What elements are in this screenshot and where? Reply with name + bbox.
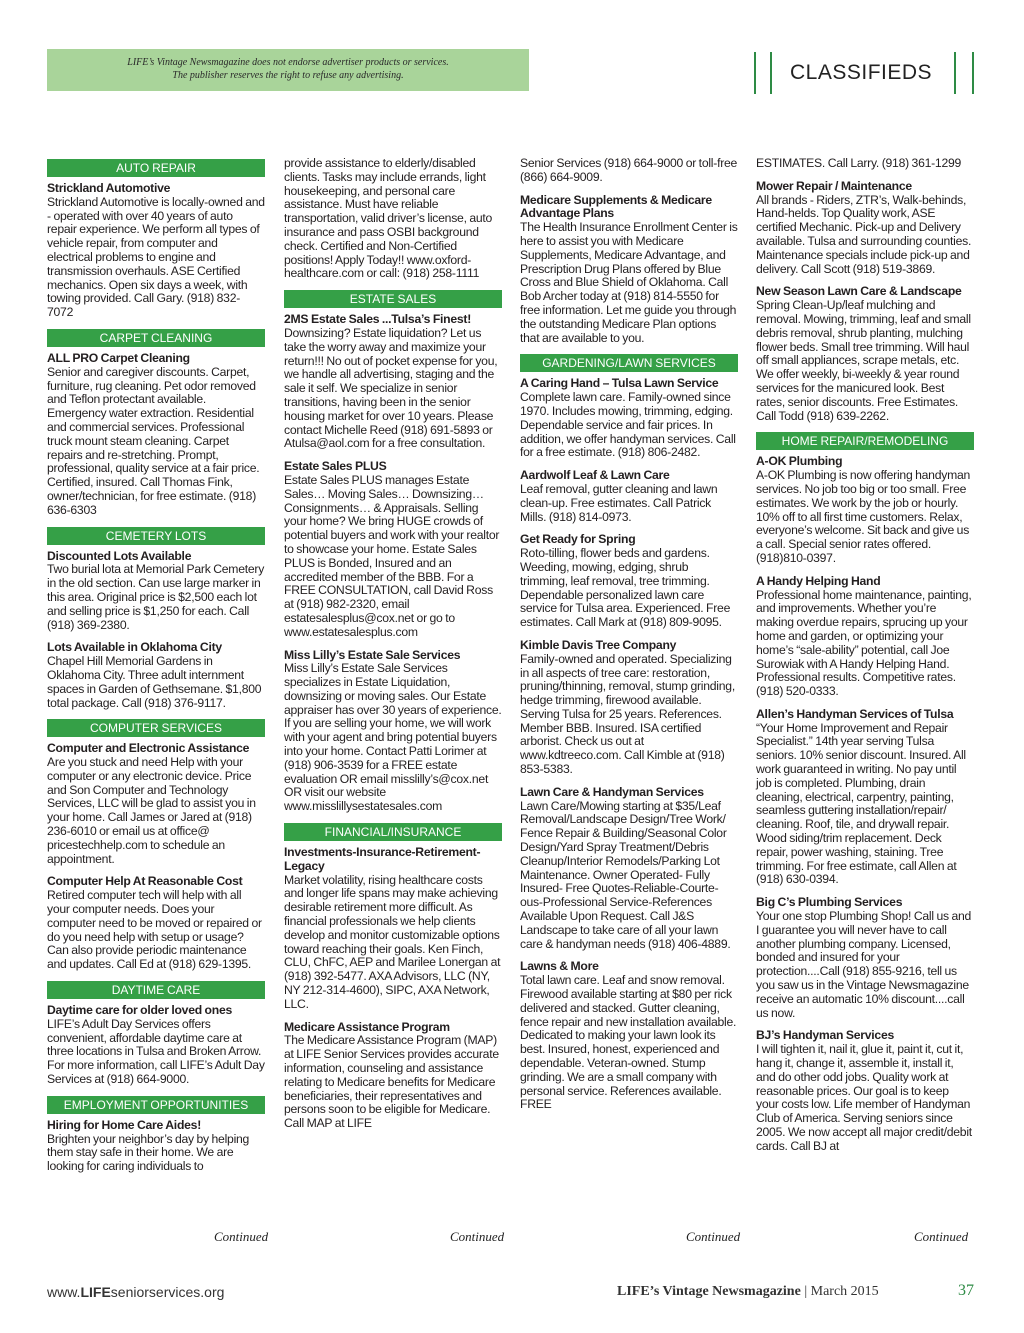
continued-label-col-4: Continued (914, 1229, 969, 1244)
continued-label-col-3: Continued (686, 1229, 741, 1244)
ad-body: Complete lawn care. Family-owned since 1970. Includes mowing, trimming, edging. Dependable service and fair prices. In addition, we offer handyman services. Call for a free estimate. (918) 806-2482. (520, 390, 736, 460)
ad-body: Your one stop Plumbing Shop! Call us and I guarantee you will never have to call another plumbing company. Licensed, bonded and insured for your protection....Call (918) 855-9216, tell us you saw us in the Vintage Newsmagazine receive an automatic 10% discount....call us now. (756, 909, 972, 1020)
ad-title: Estate Sales PLUS (284, 459, 387, 474)
ad-caring-hand-lawn (520, 377, 738, 460)
ad-title: Lawn Care & Handyman Services (520, 784, 704, 799)
ad-body: Are you stuck and need Help with your computer or any electronic device. Price and Son Computer and Technology Services, LLC will be glad to assist you in your home. Call James or Jared at (918) 236-6010 or email us at office@ pricestechhelp.com to schedule an appointment. (47, 755, 256, 866)
ad-body: Two burial lota at Memorial Park Cemetery in the old section. Can use large marker in this area. Original price is $2,500 each lot and selling price is $1,250 for each. Call (918) 369-2380. (47, 562, 265, 632)
column-2 (284, 157, 502, 1140)
ad-body: provide assistance to elderly/disabled clients. Tasks may include errands, light housekeeping, and personal care assistance. Must have reliable transportation, valid driver’s license, auto insurance and pass OSBI background check. Certified and Non-Certified positions! Apply Today!! www.oxford-healthcare.com or call: (918) 258-1111 (284, 156, 493, 281)
header-bar-right-1 (954, 52, 956, 94)
ad-title: Lawns & More (520, 959, 599, 974)
ad-body: Estate Sales PLUS manages Estate Sales… Moving Sales… Downsizing… Consignments… & Appraisals. Selling your home? We bring HUGE crowds of potential buyers and work with your realtor to showcase your home. Estate Sales PLUS is Bonded, Insured and an accredited member of the BBB. For a FREE CONSULTATION, call David Ross at (918) 982-2320, email estatesalesplus@cox.net or go to www.estatesalesplus.com (284, 472, 500, 639)
ad-medicare-supplements (520, 194, 738, 346)
ad-title: Daytime care for older loved ones (47, 1003, 232, 1018)
ad-body: Brighten your neighbor’s day by helping them stay safe in their home. We are looking for caring individuals to (47, 1131, 250, 1174)
ad-get-ready-spring (520, 533, 738, 630)
ad-lawn-care-handyman (520, 786, 738, 952)
ad-body: ESTIMATES. Call Larry. (918) 361-1299 (756, 156, 962, 170)
ad-continued-medicare (520, 157, 738, 185)
ad-title: Miss Lilly’s Estate Sale Services (284, 647, 461, 662)
ad-miss-lillys (284, 649, 502, 815)
section-heading-computer-services: COMPUTER SERVICES (47, 719, 265, 737)
section-heading-home-repair: HOME REPAIR/REMODELING (756, 432, 974, 450)
ad-lots-oklahoma-city (47, 641, 265, 710)
footer-site-bold: LIFE (80, 1284, 111, 1300)
section-heading-estate-sales: ESTATE SALES (284, 290, 502, 308)
ad-body: Miss Lilly’s Estate Sale Services specializes in Estate Liquidation, downsizing or moving sales. Our Estate appraiser has over 30 years of experience. If you are selling your home, we will work with your agent and bring potential buyers into your home. Contact Patti Lorimer at (918) 906-3539 for a FREE estate evaluation OR email misslilly’s@cox.net OR visit our website www.misslillysestatesales.com (284, 661, 502, 814)
footer-separator: | (804, 1284, 808, 1299)
footer-publication (617, 1284, 879, 1300)
section-heading-daytime-care: DAYTIME CARE (47, 981, 265, 999)
ad-a-ok-plumbing (756, 455, 974, 565)
ad-lawns-and-more (520, 960, 738, 1112)
ad-computer-electronic-assistance (47, 742, 265, 866)
header-bar-left-2 (770, 52, 772, 94)
ad-title: Kimble Davis Tree Company (520, 637, 677, 652)
ad-body: I will tighten it, nail it, glue it, paint it, cut it, hang it, change it, assemble it, install it, and do other odd jobs. Quality work at reasonable prices. Our goal is to keep your costs low. Life member of Handyman Club of America. Serving seniors since 2005. We now accept all major credit/debit cards. Call BJ at (756, 1042, 972, 1153)
ad-aardwolf-leaf-lawn (520, 469, 738, 524)
page-number: 37 (958, 1282, 974, 1299)
disclaimer-line-1: LIFE’s Vintage Newsmagazine does not endorse advertiser products or services. (127, 57, 449, 68)
footer-date: March 2015 (810, 1284, 879, 1299)
ad-title: Aardwolf Leaf & Lawn Care (520, 468, 670, 483)
disclaimer-line-2: The publisher reserves the right to refuse any advertising. (172, 70, 404, 81)
continued-label-col-2: Continued (450, 1229, 505, 1244)
ad-daytime-care (47, 1004, 265, 1087)
ad-continued-home-care (284, 157, 502, 281)
ad-title: Computer and Electronic Assistance (47, 741, 250, 756)
ad-home-care-aides (47, 1119, 265, 1174)
ad-discounted-lots (47, 550, 265, 633)
ad-body: The Medicare Assistance Program (MAP) at LIFE Senior Services provides accurate information, counseling and assistance relating to Medicare benefits for Medicare beneficiaries, their representatives and persons soon to be eligible for Medicare. Call MAP at LIFE (284, 1033, 499, 1131)
ad-body: Market volatility, rising healthcare costs and longer life spans may make achieving desirable retirement more difficult. As financial professionals we help clients develop and monitor customizable options toward reaching their goals. Ken Finch, CLU, ChFC, AEP and Marilee Lonergan at (918) 392-5477. AXA Advisors, LLC (NY, NY 212-314-4600), SIPC, AXA Network, LLC. (284, 872, 501, 1011)
ad-medicare-assistance (284, 1021, 502, 1131)
footer-site-prefix: www. (47, 1284, 81, 1300)
footer-website[interactable] (47, 1284, 224, 1300)
ad-body: Family-owned and operated. Specializing in all aspects of tree care: restoration, pruning/thinning, removal, stump grinding, hedge trimming, firewood available. Serving Tulsa for 25 years. References. Member BBB. Insured. ISA certified arborist. Check us out at www.kdtreeco.com. Call Kimble at (918) 853-5383. (520, 651, 735, 777)
ad-title: A Caring Hand – Tulsa Lawn Service (520, 376, 719, 391)
ad-title: BJ’s Handyman Services (756, 1028, 895, 1043)
ad-title: Big C’s Plumbing Services (756, 895, 903, 910)
ad-title: Strickland Automotive (47, 181, 171, 195)
section-title: CLASSIFIEDS (790, 61, 933, 84)
ad-allens-handyman (756, 708, 974, 887)
ad-body: Roto-tilling, flower beds and gardens. Weeding, mowing, edging, shrub trimming, leaf removal, tree trimming. Dependable personalized lawn care service for Tulsa area. Experienced. Free estimates. Call Mark at (918) 809-9095. (520, 546, 731, 630)
ad-body: Total lawn care. Leaf and snow removal. Firewood available starting at $80 per rick delivered and stacked. Gutter cleaning, fence repair and new installation available. Dedicated to making your lawn look its best. Insured, honest, experienced and dependable. Veteran-owned. Stump grinding. We are a small company with personal service. References available. FREE (520, 973, 737, 1112)
ad-title: Medicare Supplements & Medicare Advantage Plans (520, 192, 712, 221)
section-heading-financial-insurance: FINANCIAL/INSURANCE (284, 823, 502, 841)
column-4 (756, 157, 974, 1163)
section-heading-carpet-cleaning: CARPET CLEANING (47, 329, 265, 347)
ad-body: Spring Clean-Up/leaf mulching and removal. Mowing, trimming, leaf and small debris removal, shrub planting, mulching flower beds. Small tree trimming. Will haul off small appliances, scrape metals, etc. We offer weekly, bi-weekly & year round services for the manicured look. Best rates, senior discounts. Free Estimates. Call Todd (918) 639-2262. (756, 298, 971, 423)
ad-bjs-handyman (756, 1029, 974, 1153)
continued-label-col-1: Continued (214, 1229, 269, 1244)
ad-handy-helping-hand (756, 575, 974, 699)
classifieds-header (750, 52, 982, 96)
ad-body: Lawn Care/Mowing starting at $35/Leaf Removal/Landscape Design/Tree Work/ Fence Repair & Building/Seasonal Color Design/Yard Spray Treatment/Debris Cleanup/Interior Remodels/Parking Lot Maintenance. Owner Operated- Fully Insured- Free Quotes-Reliable-Courte-ous-Professional Service-References Available Upon Request. Call J&S Landscape to take care of all your lawn care & handyman needs (918) 406-4889. (520, 798, 731, 951)
ad-investments-insurance (284, 846, 502, 1012)
ad-title: Discounted Lots Available (47, 548, 192, 563)
header-bar-left-1 (754, 52, 756, 94)
footer-site-suffix: seniorservices.org (110, 1284, 225, 1300)
ad-title: ALL PRO Carpet Cleaning (47, 350, 190, 365)
disclaimer-banner (47, 49, 529, 91)
ad-title: Computer Help At Reasonable Cost (47, 874, 243, 889)
ad-new-season-lawn (756, 285, 974, 423)
ad-body: Strickland Automotive is locally-owned and - operated with over 40 years of auto repair experience. We perform all types of vehicle repair, from computer and electrical problems to engine and transmission overhauls. ASE Certified mechanics. Open six days a week, with towing provided. Call Gary. (918) 832-7072 (47, 194, 265, 320)
ad-title: New Season Lawn Care & Landscape (756, 284, 962, 299)
ad-body: The Health Insurance Enrollment Center is here to assist you with Medicare Supplements, Medicare Advantage, and Prescription Drug Plans offered by Blue Cross and Blue Shield of Oklahoma. Call Bob Archer today at (918) 814-5550 for free information. Let me guide you through the outstanding Medicare Plan options that are available to you. (520, 220, 738, 345)
ad-title: A-OK Plumbing (756, 454, 843, 469)
ad-big-cs-plumbing (756, 896, 974, 1020)
ad-body: Retired computer tech will help with all your computer needs. Does your computer need to be moved or repaired or do you need help with setup or usage? Can also provide periodic maintenance and updates. Call Ed at (918) 629-1395. (47, 888, 262, 972)
section-heading-auto-repair: AUTO REPAIR (47, 159, 265, 177)
ad-body: Senior Services (918) 664-9000 or toll-free (866) 664-9009. (520, 156, 738, 184)
footer-magazine-name: LIFE’s Vintage Newsmagazine (617, 1284, 801, 1299)
ad-title: A Handy Helping Hand (756, 573, 881, 588)
ad-strickland-automotive (47, 182, 265, 320)
ad-title: Get Ready for Spring (520, 532, 636, 547)
ad-body: A-OK Plumbing is now offering handyman services. No job too big or too small. Free estimates. We work by the job or hourly. 10% off to all first time customers. Relax, everyone’s welcome. Sit back and give us a call. Special senior rates offered. (918)810-0397. (756, 468, 971, 565)
ad-title: 2MS Estate Sales ...Tulsa’s Finest! (284, 312, 472, 327)
ad-body: Downsizing? Estate liquidation? Let us take the worry away and maximize your return!!! No out of pocket expense for you, we handle all advertising, staging and the sale it self. We specialize in senior transitions, having been in the senior housing market for over 10 years. Please contact Michelle Reed (918) 691-5893 or Atulsa@aol.com for a free consultation. (284, 325, 498, 451)
ad-body: “Your Home Improvement and Repair Specialist.” 14th year serving Tulsa seniors. 10% senior discount. Insured. All work guaranteed in writing. No pay until job is completed. Plumbing, drain cleaning, electrical, carpentry, painting, seamless guttering installation/repair/ cleaning. Roof, tile, and drywall repair. Wood siding/trim replacement. Deck repair, power washing, staining. Tree trimming. For free estimate, call Allen at (918) 630-0394. (756, 720, 966, 887)
ad-kimble-davis-tree (520, 639, 738, 777)
ad-body: Professional home maintenance, painting, and improvements. Whether you’re making overdue repairs, sprucing up your home and garden, or optimizing your home’s “sale-ability” potential, call Joe Surowiak with A Handy Helping Hand. Professional results. Competitive rates. (918) 520-0333. (756, 587, 972, 699)
ad-body: Senior and caregiver discounts. Carpet, furniture, rug cleaning. Pet odor removed and Teflon protectant available. Emergency water extraction. Residential and commercial services. Professional truck mount steam cleaning. Carpet repairs and re-stretching. Prompt, professional, quality service at a fair price. Certified, insured. Call Thomas Fink, owner/technician, for free estimate. (918) 636-6303 (47, 364, 260, 517)
ad-body: Chapel Hill Memorial Gardens in Oklahoma City. Three adult internment spaces in Garden of Gethsemane. $1,800 total package. Call (918) 376-9117. (47, 654, 262, 710)
ad-body: Leaf removal, gutter cleaning and lawn clean-up. Free estimates. Call Patrick Mills. (918) 814-0973. (520, 481, 718, 524)
ad-continued-lawns (756, 157, 974, 171)
ad-title: Allen’s Handyman Services of Tulsa (756, 706, 954, 721)
ad-title: Mower Repair / Maintenance (756, 178, 912, 193)
ad-computer-help (47, 875, 265, 972)
section-heading-employment: EMPLOYMENT OPPORTUNITIES (47, 1096, 265, 1114)
column-1 (47, 157, 265, 1183)
ad-mower-repair (756, 180, 974, 277)
ad-all-pro-carpet (47, 352, 265, 518)
column-3 (520, 157, 738, 1121)
section-heading-gardening-lawn: GARDENING/LAWN SERVICES (520, 354, 738, 372)
ad-title: Lots Available in Oklahoma City (47, 640, 222, 655)
ad-2ms-estate-sales (284, 313, 502, 451)
ad-body: All brands - Riders, ZTR’s, Walk-behinds, Hand-helds. Top Quality work, ASE certified Mechanic. Pick-up and Delivery available. Tulsa and surrounding counties. Maintenance specials include pick-up and delivery. Call Scott (918) 519-3869. (756, 192, 972, 276)
ad-title: Investments-Insurance-Retirement-Legacy (284, 845, 481, 873)
header-bar-right-2 (972, 52, 974, 94)
ad-body: LIFE’s Adult Day Services offers convenient, affordable daytime care at three locations in Tulsa and Broken Arrow. For more information, call LIFE’s Adult Day Services at (918) 664-9000. (47, 1016, 265, 1087)
section-heading-cemetery-lots: CEMETERY LOTS (47, 527, 265, 545)
ad-title: Hiring for Home Care Aides! (47, 1117, 202, 1132)
ad-title: Medicare Assistance Program (284, 1019, 450, 1034)
ad-estate-sales-plus (284, 460, 502, 639)
